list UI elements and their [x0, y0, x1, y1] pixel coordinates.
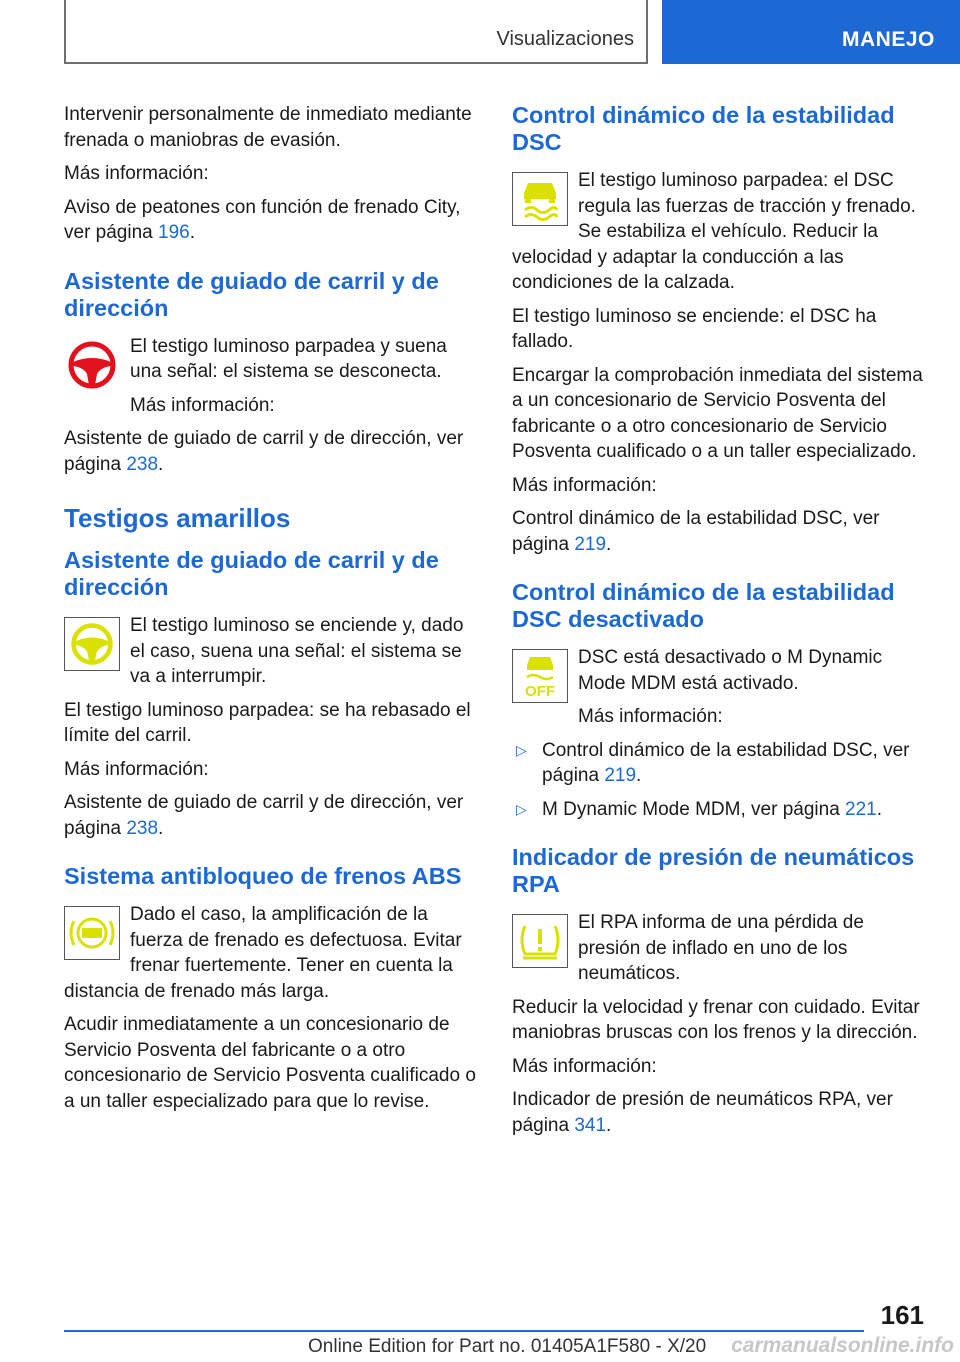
- dsc-off-text: DSC está desactivado o M Dynamic Mode MDM está activado.: [578, 647, 883, 694]
- rpa-heading: Indicador de presión de neumáticos RPA: [512, 844, 915, 897]
- tire-pressure-icon: [512, 914, 568, 968]
- page-link-238[interactable]: 238: [126, 453, 159, 475]
- rpa-more: Más información:: [512, 1055, 657, 1077]
- page-number: 161: [880, 1300, 924, 1330]
- footer-edition: Online Edition for Part no. 01405A1F580 - X/20: [308, 1336, 707, 1357]
- rpa-text1: El RPA informa de una pérdida de presión de inflado en uno de los neumáticos.: [578, 912, 864, 984]
- dsc-text1: El testigo luminoso parpadea: el DSC regula las fuerzas de tracción y frenado. Se estabiliza el vehículo. Reducir la velocidad y adaptar la conducción a las condiciones de la calzada.: [512, 170, 916, 293]
- triangle-bullet-icon: ▷: [516, 800, 527, 817]
- dsc-text2: El testigo luminoso se enciende: el DSC ha fallado.: [512, 305, 877, 352]
- rpa-reference: Indicador de presión de neumáticos RPA, ver página 341.: [512, 1089, 893, 1136]
- list-item: ▷ M Dynamic Mode MDM, ver página 221.: [512, 797, 930, 823]
- dsc-text3: Encargar la comprobación inmediata del sistema a un concesionario de Servicio Posventa del fabricante o a otro concesionario de Servicio Posventa cualificado o a un taller especializado.: [512, 364, 923, 462]
- lane-red-reference: Asistente de guiado de carril y de dirección, ver página 238.: [64, 428, 464, 475]
- header-chapter-tab[interactable]: [662, 0, 960, 64]
- rpa-text2: Reducir la velocidad y frenar con cuidado. Evitar maniobras bruscas con los frenos y la dirección.: [512, 996, 920, 1043]
- page-link-219[interactable]: 219: [574, 533, 607, 555]
- dsc-off-heading: Control dinámico de la estabilidad DSC desactivado: [512, 579, 895, 632]
- steering-wheel-red-icon: [64, 338, 120, 392]
- abs-text2: Acudir inmediatamente a un concesionario de Servicio Posventa del fabricante o a otro concesionario de Servicio Posventa cualificado o a un taller especializado para que lo revise.: [64, 1014, 476, 1112]
- header-chapter-label: MANEJO: [842, 28, 935, 51]
- abs-text1: Dado el caso, la amplificación de la fuerza de frenado es defectuosa. Evitar frenar fuertemente. Tener en cuenta la distancia de frenado más larga.: [64, 904, 462, 1002]
- footer-divider: [64, 1330, 864, 1332]
- header-section-title: Visualizaciones: [496, 28, 634, 50]
- right-column: [512, 102, 930, 1146]
- page-link-341[interactable]: 341: [574, 1114, 607, 1136]
- page-link-196[interactable]: 196: [158, 222, 190, 243]
- dsc-more: Más información:: [512, 474, 657, 496]
- watermark: carmanualsonline.info: [731, 1334, 954, 1357]
- dsc-off-more: Más información:: [578, 706, 723, 727]
- intro-reference: Aviso de peatones con función de frenado City, ver página 196.: [64, 196, 461, 243]
- lane-red-heading: Asistente de guiado de carril y de dirección: [64, 267, 439, 321]
- page-link-238-b[interactable]: 238: [126, 817, 159, 839]
- list-item: ▷ Control dinámico de la estabilidad DSC, ver página 219.: [516, 739, 910, 786]
- dsc-reference: Control dinámico de la estabilidad DSC, ver página 219.: [512, 508, 880, 555]
- abs-warning-icon: [64, 906, 120, 960]
- dsc-heading: Control dinámico de la estabilidad DSC: [512, 102, 895, 155]
- yellow-lights-heading: Testigos amarillos: [64, 503, 291, 533]
- intro-more-label: Más información:: [64, 163, 209, 184]
- dsc-warning-icon: [512, 172, 568, 226]
- lane-yellow-text2: El testigo luminoso parpadea: se ha rebasado el límite del carril.: [64, 699, 471, 746]
- lane-yellow-text1: El testigo luminoso se enciende y, dado el caso, suena una señal: el sistema se va a interrumpir.: [130, 615, 464, 687]
- triangle-bullet-icon: ▷: [516, 741, 527, 758]
- abs-heading: Sistema antibloqueo de frenos ABS: [64, 863, 462, 889]
- lane-red-more: Más información:: [130, 394, 275, 416]
- left-column: [64, 102, 482, 1122]
- intro-text: Intervenir personalmente de inmediato mediante frenada o maniobras de evasión.: [64, 104, 472, 151]
- lane-yellow-heading: Asistente de guiado de carril y de dirección: [64, 547, 439, 600]
- lane-yellow-more: Más información:: [64, 758, 209, 780]
- dsc-off-icon: [512, 649, 568, 703]
- lane-red-text: El testigo luminoso parpadea y suena una señal: el sistema se desconecta.: [130, 335, 447, 382]
- lane-yellow-reference: Asistente de guiado de carril y de dirección, ver página 238.: [64, 792, 464, 839]
- dsc-off-icon-label: OFF: [525, 683, 555, 699]
- page-link-219-b[interactable]: 219: [604, 765, 637, 786]
- page-link-221[interactable]: 221: [845, 798, 877, 820]
- steering-wheel-yellow-icon: [64, 617, 120, 671]
